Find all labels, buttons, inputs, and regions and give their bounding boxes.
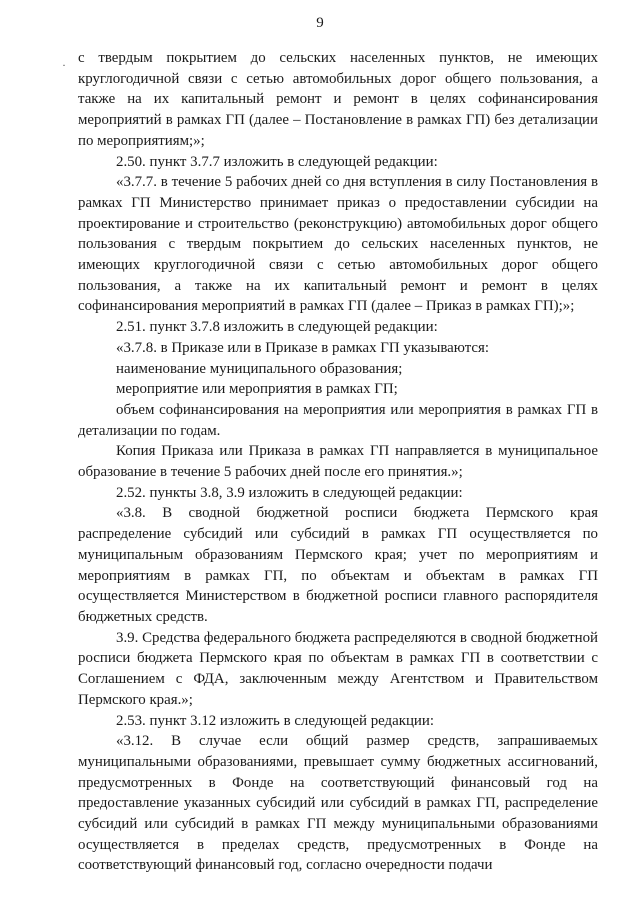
paragraph: с твердым покрытием до сельских населенных пунктов, не имеющих круглогодичной связи с сетью автомобильных дорог общего пользования, а также на их капитальный ремонт и ремонт в целях софинансирования мероприятий в рамках ГП (далее – Постановление в рамках ГП) без детализации по мероприятиям;»;	[78, 50, 598, 149]
document-body	[78, 48, 598, 876]
paragraph: «3.8. В сводной бюджетной росписи бюджета Пермского края распределение субсидий или субсидий в рамках ГП осуществляется по муниципальным образованиям Пермского края; учет по мероприятиям и мероприятиям в рамках ГП, по объектам и объектам в рамках ГП осуществляется Министерством в бюджетной росписи главного распорядителя бюджетных средств.	[78, 505, 598, 625]
paragraph: 2.52. пункты 3.8, 3.9 изложить в следующей редакции:	[116, 484, 463, 501]
paragraph: «3.7.8. в Приказе или в Приказе в рамках ГП указываются:	[116, 339, 489, 356]
paragraph: 2.53. пункт 3.12 изложить в следующей редакции:	[116, 712, 435, 729]
paragraph: 3.9. Средства федерального бюджета распределяются в сводной бюджетной росписи бюджета Пермского края по объектам в рамках ГП в соответствии с Соглашением с ФДА, заключенным между Агентством и Правительством Пермского края.»;	[78, 629, 598, 708]
margin-mark: ·	[62, 58, 66, 72]
page-number: 9	[316, 15, 324, 31]
paragraph: объем софинансирования на мероприятия или мероприятия в рамках ГП в детализации по годам.	[78, 401, 598, 439]
paragraph: «3.7.7. в течение 5 рабочих дней со дня вступления в силу Постановления в рамках ГП Министерство принимает приказ о предоставлении субсидии на проектирование и строительство (реконструкцию) автомобильных дорог общего пользования с твердым покрытием до сельских населенных пунктов, не имеющих круглогодичной связи с сетью автомобильных дорог общего пользования, а также на их капитальный ремонт и ремонт в целях софинансирования мероприятий в рамках ГП (далее – Приказ в рамках ГП);»;	[78, 174, 598, 315]
paragraph: наименование муниципального образования;	[116, 360, 403, 377]
paragraph: «3.12. В случае если общий размер средств, запрашиваемых муниципальными образованиями, превышает сумму бюджетных ассигнований, предусмотренных в Фонде на соответствующий финансовый год на предоставление указанных субсидий или субсидий в рамках ГП, распределение субсидий или субсидий в рамках ГП между муниципальными образованиями осуществляется в пределах средств, предусмотренных в Фонде на соответствующий финансовый год, согласно очередности подачи	[78, 733, 598, 874]
paragraph: 2.50. пункт 3.7.7 изложить в следующей редакции:	[116, 153, 438, 170]
paragraph: 2.51. пункт 3.7.8 изложить в следующей редакции:	[116, 319, 438, 336]
paragraph: Копия Приказа или Приказа в рамках ГП направляется в муниципальное образование в течение 5 рабочих дней после его принятия.»;	[78, 443, 598, 481]
paragraph: мероприятие или мероприятия в рамках ГП;	[116, 381, 398, 398]
